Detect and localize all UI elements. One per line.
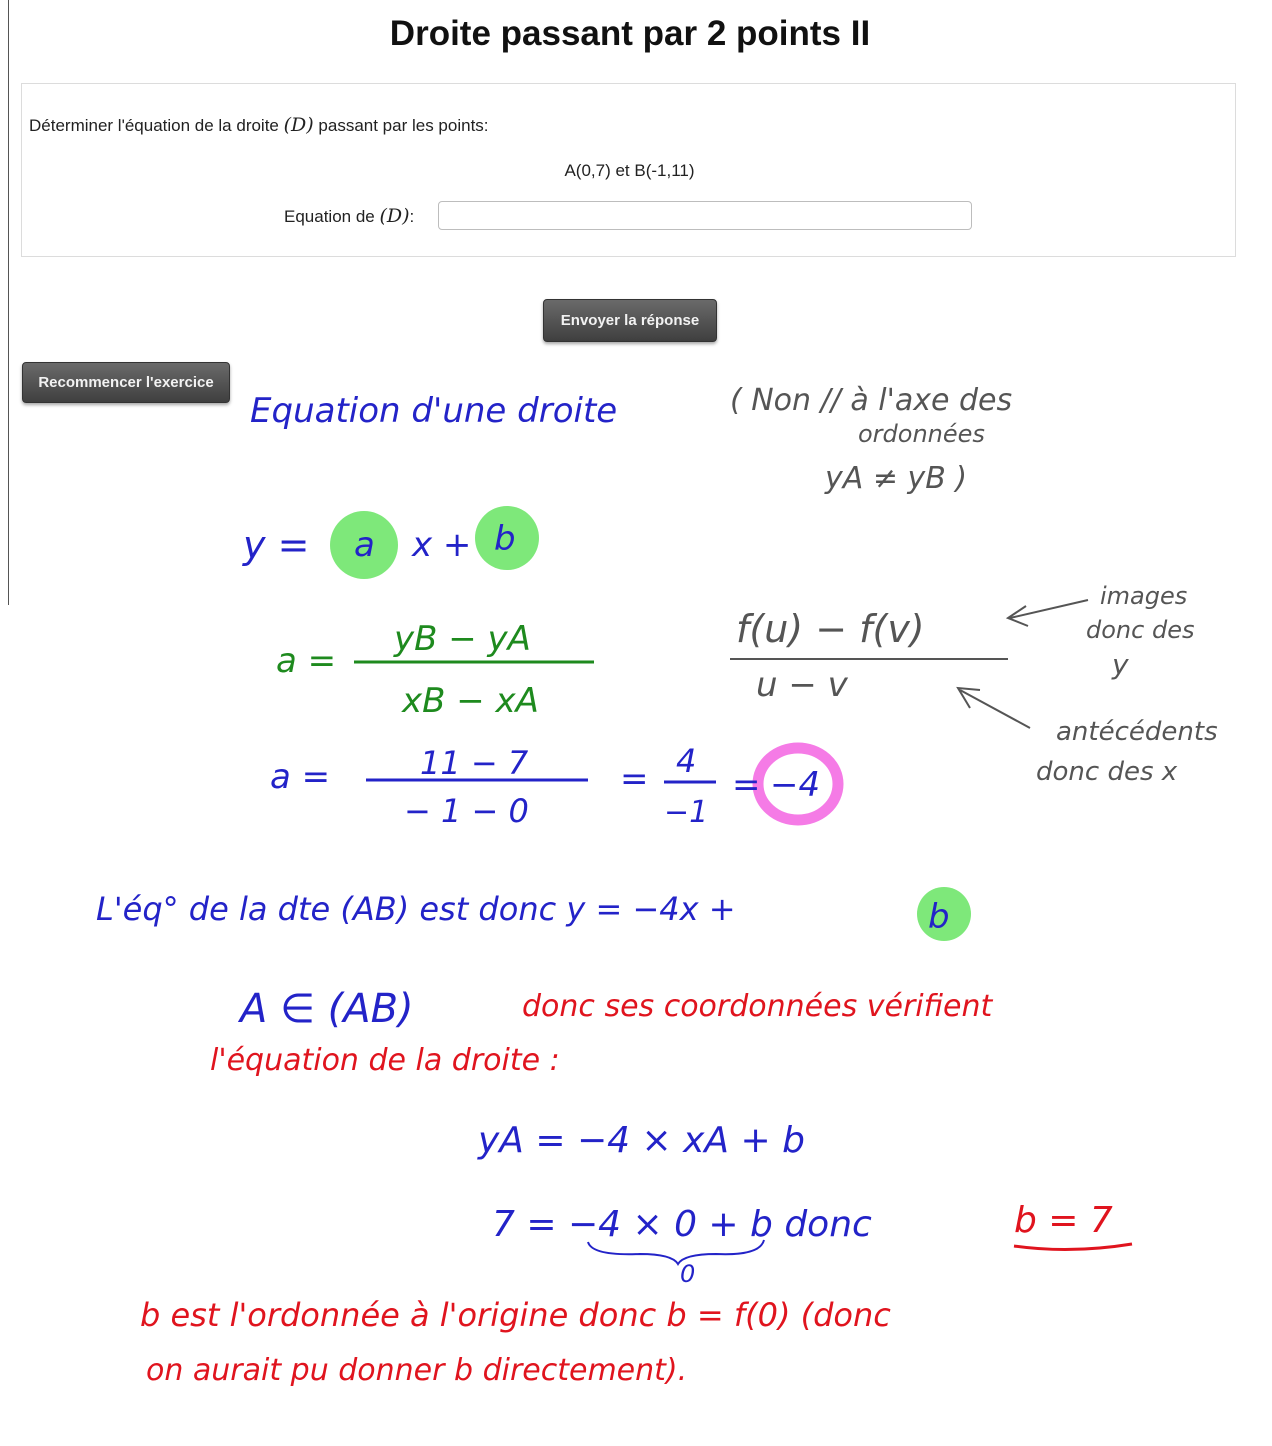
hw-heading: Equation d'une droite: [250, 391, 618, 431]
hw-underbrace-value: 0: [680, 1260, 696, 1288]
hw-line-equation: [242, 523, 309, 567]
hw-calc-eq2: =: [732, 765, 761, 805]
equation-label-after: :: [409, 207, 415, 226]
hw-a-lhs: a =: [276, 641, 337, 681]
hw-arrow-antecedents: [960, 690, 1030, 728]
hw-f-denominator: u − v: [756, 665, 848, 705]
hw-b-result-underline: [1014, 1244, 1132, 1250]
hw-x-plus: x +: [412, 525, 472, 565]
hw-a-denominator: xB − xA: [402, 681, 539, 721]
hw-calc-result: −4: [770, 765, 821, 805]
instruction-text-after: passant par les points:: [313, 116, 489, 135]
hw-remark-2: on aurait pu donner b directement).: [146, 1353, 688, 1388]
points-statement: A(0,7) et B(-1,11): [564, 161, 695, 180]
hw-calc-numerator: 11 − 7: [420, 744, 529, 782]
page-title: Droite passant par 2 points II: [389, 14, 871, 53]
restart-exercise-button[interactable]: Recommencer l'exercice: [22, 362, 230, 403]
hw-substitution-1: yA = −4 × xA + b: [478, 1120, 805, 1161]
hw-y-equals: y =: [243, 523, 310, 567]
hw-images-note-3: y: [1112, 648, 1129, 681]
hw-aside-2: ordonnées: [858, 420, 985, 448]
hw-remark-1: b est l'ordonnée à l'origine donc b = f(0) (donc: [140, 1296, 891, 1334]
equation-math-d: (D): [379, 205, 410, 227]
hw-antecedents-note-2: donc des x: [1036, 757, 1178, 787]
instruction-text-before: Déterminer l'équation de la droite: [29, 116, 284, 135]
hw-calc-lhs: a =: [270, 757, 331, 797]
hw-b-result: b = 7: [1014, 1200, 1113, 1241]
hw-images-note-1: images: [1100, 582, 1188, 610]
hw-conclusion: L'éq° de la dte (AB) est donc y = −4x +: [96, 890, 736, 928]
hw-belongs-text: donc ses coordonnées vérifient: [522, 989, 993, 1024]
hw-calc-frac-num: 4: [676, 742, 697, 780]
hw-calc-frac-den: −1: [664, 795, 709, 830]
hw-belongs: A ∈ (AB): [240, 986, 414, 1032]
hw-antecedents-note-1: antécédents: [1056, 717, 1218, 747]
hw-aside-3: yA ≠ yB ): [825, 461, 968, 496]
hw-aside-1: ( Non // à l'axe des: [730, 383, 1013, 418]
send-answer-button[interactable]: Envoyer la réponse: [543, 299, 717, 342]
hw-calc-denominator: − 1 − 0: [404, 792, 529, 830]
hw-a-symbol: a: [354, 525, 375, 565]
equation-label-before: Equation de: [284, 207, 380, 226]
hw-f-numerator: f(u) − f(v): [736, 607, 925, 651]
hw-conclusion-b: b: [928, 897, 950, 937]
hw-substitution-2: 7 = −4 × 0 + b donc: [492, 1204, 872, 1245]
hw-calc-eq1: =: [620, 759, 649, 799]
hw-belongs-text-2: l'équation de la droite :: [210, 1043, 560, 1078]
math-line-d: (D): [283, 114, 314, 136]
hw-images-note-2: donc des: [1086, 616, 1195, 644]
hw-a-numerator: yB − yA: [394, 619, 531, 659]
hw-b-symbol: b: [494, 519, 516, 559]
